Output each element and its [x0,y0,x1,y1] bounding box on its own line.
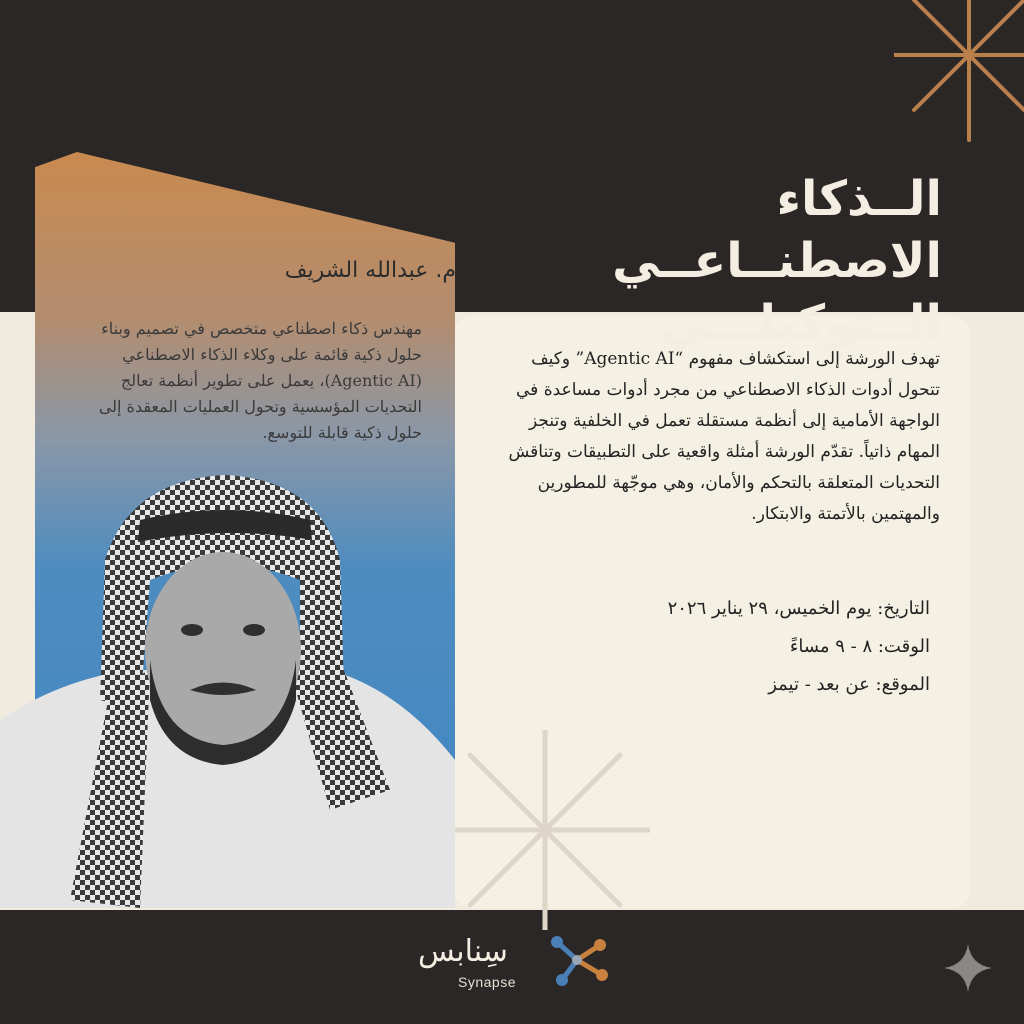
event-time: الوقت: ٨ - ٩ مساءً [789,636,930,657]
star-burst-icon [894,0,1024,150]
event-details [600,590,930,704]
brand-name-ar: سِنابس [418,934,508,969]
speaker-bio: مهندس ذكاء اصطناعي متخصص في تصميم وبناء حلول ذكية قائمة على وكلاء الذكاء الاصطناعي (Agentic AI)، يعمل على تطوير أنظمة تعالج التحديات المؤسسية وتحول العمليات المعقدة إلى حلول ذكية قابلة للتوسع. [98,319,422,442]
speaker-photo [0,470,455,908]
event-date: التاريخ: يوم الخميس، ٢٩ يناير ٢٠٢٦ [667,598,930,619]
title-line-1: الــذكاء الاصطنــاعــي [612,171,942,289]
brand-name-en: Synapse [458,974,516,990]
brand-logo [410,928,620,998]
workshop-description: تهدف الورشة إلى استكشاف مفهوم “Agentic AI” وكيف تتحول أدوات الذكاء الاصطناعي من مجرد أدوات مساعدة في الواجهة الأمامية إلى أنظمة مستقلة تعمل في الخلفية وتنجز المهام ذاتياً. تقدّم الورشة أمثلة واقعية على التطبيقات وتناقش التحديات المتعلقة بالتحكم والأمان، وهي موجّهة للمطورين والمهتمين بالأتمتة والابتكار. [508,349,940,524]
page-title [502,168,942,354]
star-burst-icon [440,730,650,930]
event-location: الموقع: عن بعد - تيمز [768,674,930,695]
title-line-2: الــتوكيلـــي [660,295,942,351]
speaker-name: م. عبدالله الشريف [284,258,456,283]
sparkle-icon [944,944,992,992]
synapse-logo-icon [542,930,612,990]
